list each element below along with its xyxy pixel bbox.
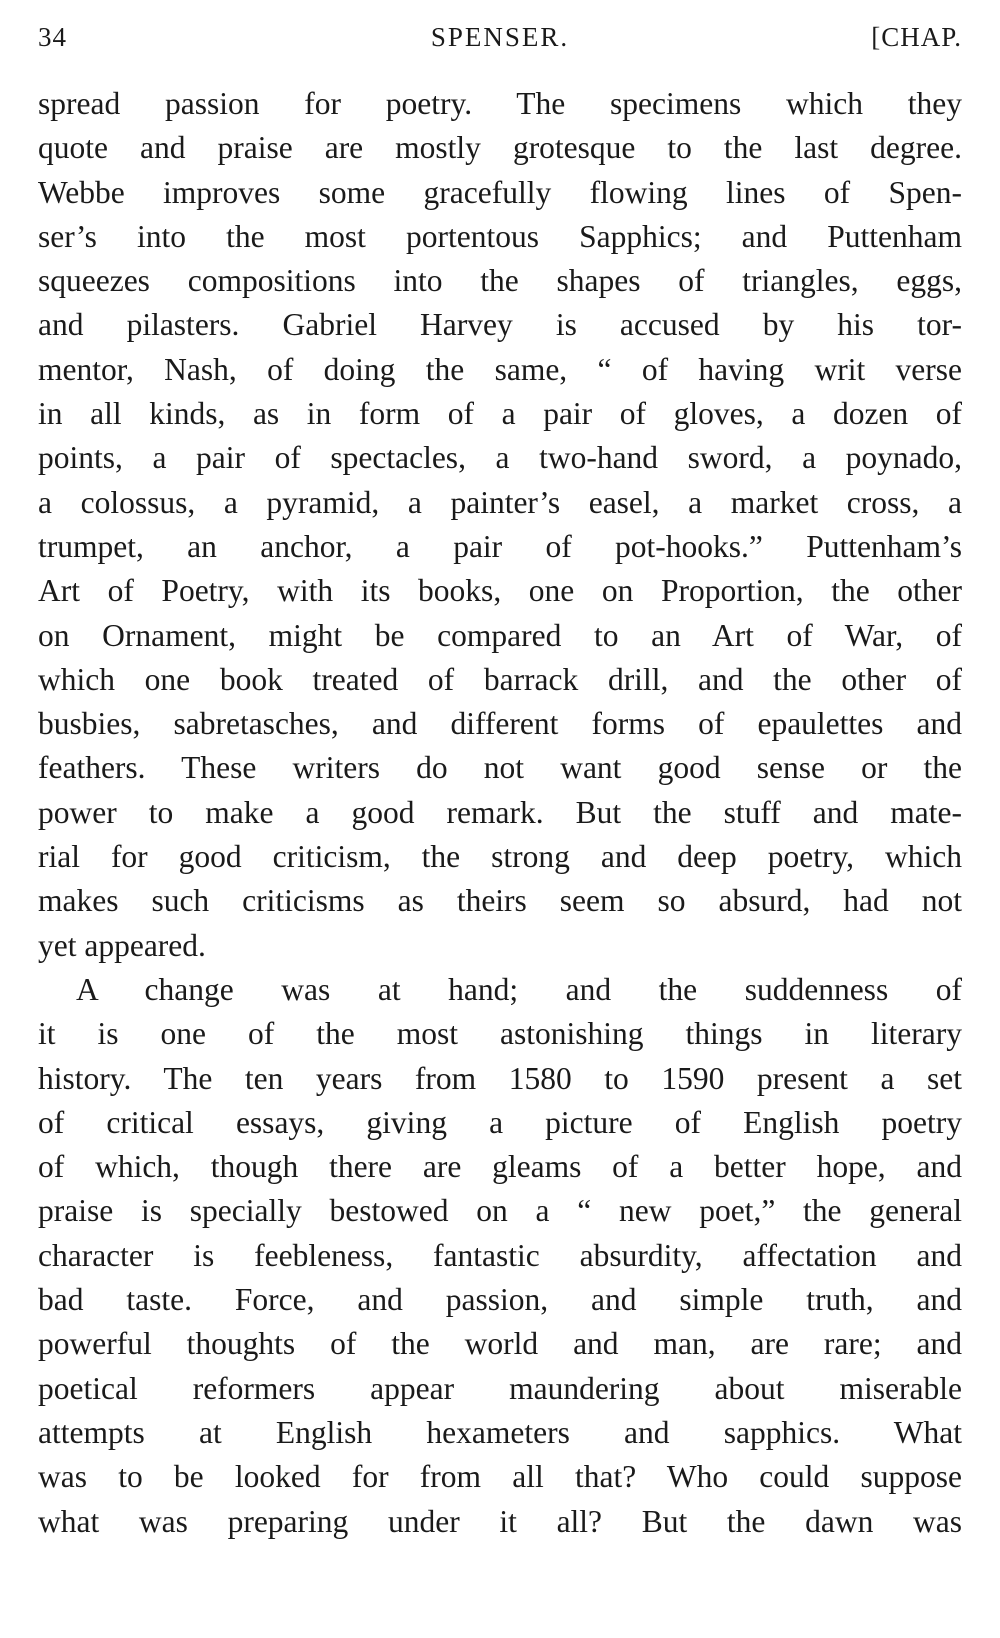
running-title: SPENSER. — [430, 22, 570, 52]
text-line: A change was at hand; and the suddenness of — [76, 971, 962, 1007]
text-line: busbies, sabretasches, and different forms of epaulettes and — [38, 706, 962, 742]
text-line: it is one of the most astonishing things in literary — [38, 1016, 962, 1052]
text-line: spread passion for poetry. The specimens which they — [38, 86, 962, 121]
text-line: yet appeared. — [38, 927, 206, 963]
text-line: makes such criticisms as theirs seem so absurd, had not — [38, 883, 962, 919]
running-head — [38, 22, 962, 62]
text-line: poetical reformers appear maundering about miserable — [38, 1370, 962, 1406]
text-line: which one book treated of barrack drill, and the other of — [38, 661, 962, 697]
text-line: rial for good criticism, the strong and deep poetry, which — [38, 839, 962, 875]
text-line: bad taste. Force, and passion, and simple truth, and — [38, 1282, 962, 1318]
text-line: feathers. These writers do not want good sense or the — [38, 750, 962, 786]
paragraph-1 — [38, 82, 962, 968]
text-line: praise is specially bestowed on a “ new poet,” the general — [38, 1193, 962, 1229]
page-number: 34 — [38, 22, 67, 52]
text-line: what was preparing under it all? But the dawn was — [38, 1503, 962, 1539]
text-line: of critical essays, giving a picture of English poetry — [38, 1104, 962, 1140]
text-line: power to make a good remark. But the stuff and mate- — [38, 794, 962, 830]
text-line: attempts at English hexameters and sapphics. What — [38, 1414, 962, 1450]
text-line: Webbe improves some gracefully flowing lines of Spen- — [38, 174, 962, 210]
text-line: was to be looked for from all that? Who could suppose — [38, 1459, 962, 1495]
text-line: powerful thoughts of the world and man, are rare; and — [38, 1326, 962, 1362]
text-line: mentor, Nash, of doing the same, “ of having writ verse — [38, 351, 962, 387]
body-text — [38, 82, 962, 1544]
paragraph-2 — [38, 968, 962, 1544]
text-line: points, a pair of spectacles, a two-hand sword, a poynado, — [38, 440, 962, 476]
text-line: ser’s into the most portentous Sapphics; and Puttenham — [38, 218, 962, 254]
text-line: character is feebleness, fantastic absurdity, affectation and — [38, 1237, 962, 1273]
text-line: squeezes compositions into the shapes of triangles, eggs, — [38, 263, 962, 299]
text-line: on Ornament, might be compared to an Art of War, of — [38, 617, 962, 653]
text-line: of which, though there are gleams of a better hope, and — [38, 1149, 962, 1185]
text-line: history. The ten years from 1580 to 1590 present a set — [38, 1060, 962, 1096]
text-line: in all kinds, as in form of a pair of gloves, a dozen of — [38, 396, 962, 432]
text-line: a colossus, a pyramid, a painter’s easel, a market cross, a — [38, 484, 962, 520]
text-line: trumpet, an anchor, a pair of pot-hooks.” Puttenham’s — [38, 528, 962, 564]
text-line: and pilasters. Gabriel Harvey is accused by his tor- — [38, 307, 962, 343]
chapter-label: [CHAP. — [871, 22, 962, 52]
text-line: Art of Poetry, with its books, one on Proportion, the other — [38, 573, 962, 609]
text-line: quote and praise are mostly grotesque to the last degree. — [38, 130, 962, 166]
